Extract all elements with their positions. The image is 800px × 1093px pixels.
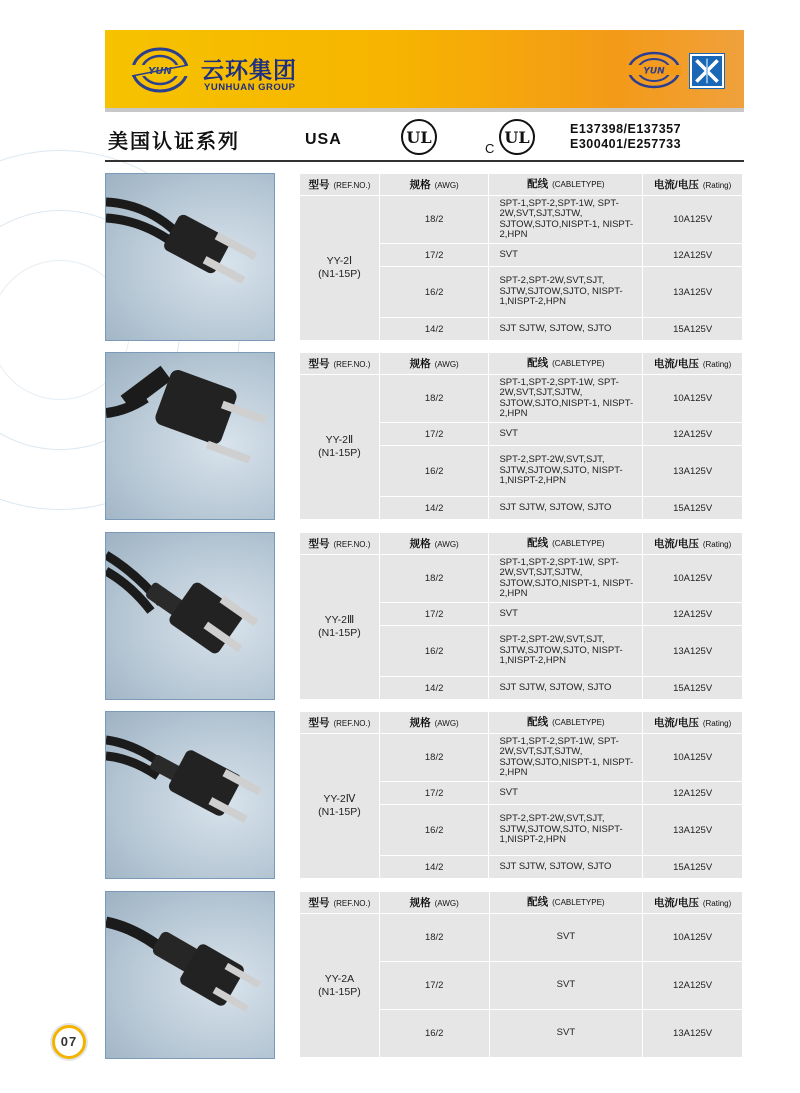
plug-image-icon	[106, 353, 275, 520]
table-row	[300, 196, 743, 244]
rating-cell: 13A125V	[643, 626, 743, 677]
awg-cell: 18/2	[379, 555, 489, 603]
spec-table	[299, 891, 743, 1058]
rating-cell: 10A125V	[643, 555, 743, 603]
header-ref: 型号 (REF.NO.)	[300, 353, 380, 375]
header-rating: 电流/电压 (Rating)	[643, 353, 743, 375]
plug-image-icon	[106, 892, 275, 1059]
cable-cell: SPT-2,SPT-2W,SVT,SJT, SJTW,SJTOW,SJTO, NISPT-1,NISPT-2,HPN	[489, 267, 643, 318]
rating-cell: 15A125V	[643, 677, 743, 700]
cable-cell: SVT	[489, 603, 643, 626]
header-ref: 型号 (REF.NO.)	[300, 533, 380, 555]
model-cell: YY-2Ⅲ (N1-15P)	[300, 555, 380, 700]
header-rating: 电流/电压 (Rating)	[643, 712, 743, 734]
title-rule	[105, 160, 744, 162]
table-row	[300, 555, 743, 603]
table-row	[300, 734, 743, 782]
svg-text:UL: UL	[504, 128, 530, 147]
header-cable: 配线 (CABLETYPE)	[489, 353, 643, 375]
product-photo	[105, 352, 275, 520]
cable-cell: SVT	[489, 423, 643, 446]
table-row	[300, 914, 743, 962]
header-rating: 电流/电压 (Rating)	[643, 892, 743, 914]
page-title-cn: 美国认证系列	[108, 129, 240, 153]
model-cell: YY-2A (N1-15P)	[300, 914, 380, 1058]
cable-cell: SJT SJTW, SJTOW, SJTO	[489, 677, 643, 700]
rating-cell: 10A125V	[643, 914, 743, 962]
cable-cell: SVT	[489, 1010, 643, 1058]
header-rating: 电流/电压 (Rating)	[643, 533, 743, 555]
plug-image-icon	[106, 533, 275, 700]
cross-logo-icon	[690, 54, 724, 88]
c-prefix: C	[485, 141, 495, 156]
awg-cell: 18/2	[379, 375, 489, 423]
certificate-line: E300401/E257733	[570, 137, 682, 151]
awg-cell: 14/2	[379, 318, 489, 341]
certificate-numbers	[570, 122, 681, 152]
awg-cell: 16/2	[379, 805, 489, 856]
product-photo	[105, 711, 275, 879]
cable-cell: SPT-2,SPT-2W,SVT,SJT, SJTW,SJTOW,SJTO, NISPT-1,NISPT-2,HPN	[489, 626, 643, 677]
cable-cell: SJT SJTW, SJTOW, SJTO	[489, 856, 643, 879]
banner-shadow	[105, 108, 744, 112]
rating-cell: 15A125V	[643, 318, 743, 341]
page-title-usa: USA	[305, 131, 342, 148]
cable-cell: SPT-2,SPT-2W,SVT,SJT, SJTW,SJTOW,SJTO, NISPT-1,NISPT-2,HPN	[489, 805, 643, 856]
rating-cell: 13A125V	[643, 1010, 743, 1058]
header-banner	[105, 30, 744, 112]
table-row	[300, 375, 743, 423]
awg-cell: 14/2	[379, 497, 489, 520]
awg-cell: 18/2	[379, 196, 489, 244]
rating-cell: 15A125V	[643, 856, 743, 879]
spec-table	[299, 173, 743, 341]
cul-mark-icon	[498, 118, 536, 156]
yun-emblem-icon	[626, 50, 682, 90]
awg-cell: 17/2	[379, 962, 489, 1010]
ul-mark-icon	[400, 118, 438, 156]
model-cell: YY-2Ⅰ (N1-15P)	[300, 196, 380, 341]
header-ref: 型号 (REF.NO.)	[300, 712, 380, 734]
header-ref: 型号 (REF.NO.)	[300, 892, 380, 914]
awg-cell: 18/2	[379, 734, 489, 782]
awg-cell: 14/2	[379, 856, 489, 879]
product-photo	[105, 891, 275, 1059]
spec-table	[299, 711, 743, 879]
cable-cell: SPT-2,SPT-2W,SVT,SJT, SJTW,SJTOW,SJTO, NISPT-1,NISPT-2,HPN	[489, 446, 643, 497]
table-header-row	[300, 174, 743, 196]
header-cable: 配线 (CABLETYPE)	[489, 174, 643, 196]
rating-cell: 12A125V	[643, 782, 743, 805]
rating-cell: 12A125V	[643, 603, 743, 626]
cable-cell: SPT-1,SPT-2,SPT-1W, SPT-2W,SVT,SJT,SJTW, SJTOW,SJTO,NISPT-1, NISPT-2,HPN	[489, 734, 643, 782]
rating-cell: 12A125V	[643, 244, 743, 267]
cable-cell: SVT	[489, 914, 643, 962]
header-awg: 规格 (AWG)	[379, 712, 489, 734]
rating-cell: 13A125V	[643, 805, 743, 856]
page-number: 07	[52, 1025, 86, 1059]
header-ref: 型号 (REF.NO.)	[300, 174, 380, 196]
header-awg: 规格 (AWG)	[379, 174, 489, 196]
table-header-row	[300, 533, 743, 555]
brand-name-en: YUNHUAN GROUP	[204, 82, 296, 93]
awg-cell: 16/2	[379, 446, 489, 497]
awg-cell: 17/2	[379, 423, 489, 446]
header-cable: 配线 (CABLETYPE)	[489, 892, 643, 914]
awg-cell: 17/2	[379, 782, 489, 805]
brand-name-cn: 云环集团	[201, 58, 297, 84]
spec-table	[299, 352, 743, 520]
rating-cell: 10A125V	[643, 196, 743, 244]
rating-cell: 12A125V	[643, 962, 743, 1010]
product-photo	[105, 173, 275, 341]
header-awg: 规格 (AWG)	[379, 533, 489, 555]
rating-cell: 10A125V	[643, 375, 743, 423]
header-awg: 规格 (AWG)	[379, 353, 489, 375]
rating-cell: 13A125V	[643, 267, 743, 318]
rating-cell: 13A125V	[643, 446, 743, 497]
plug-image-icon	[106, 174, 275, 341]
header-cable: 配线 (CABLETYPE)	[489, 533, 643, 555]
cable-cell: SJT SJTW, SJTOW, SJTO	[489, 318, 643, 341]
cable-cell: SVT	[489, 244, 643, 267]
awg-cell: 16/2	[379, 626, 489, 677]
cable-cell: SVT	[489, 962, 643, 1010]
awg-cell: 16/2	[379, 1010, 489, 1058]
table-header-row	[300, 353, 743, 375]
yun-emblem-icon	[130, 46, 190, 94]
awg-cell: 16/2	[379, 267, 489, 318]
header-awg: 规格 (AWG)	[379, 892, 489, 914]
awg-cell: 17/2	[379, 244, 489, 267]
rating-cell: 15A125V	[643, 497, 743, 520]
header-cable: 配线 (CABLETYPE)	[489, 712, 643, 734]
awg-cell: 17/2	[379, 603, 489, 626]
plug-image-icon	[106, 712, 275, 879]
certificate-line: E137398/E137357	[570, 122, 682, 136]
svg-text:YUN: YUN	[148, 66, 172, 77]
cable-cell: SPT-1,SPT-2,SPT-1W, SPT-2W,SVT,SJT,SJTW, SJTOW,SJTO,NISPT-1, NISPT-2,HPN	[489, 555, 643, 603]
awg-cell: 14/2	[379, 677, 489, 700]
table-header-row	[300, 712, 743, 734]
cable-cell: SPT-1,SPT-2,SPT-1W, SPT-2W,SVT,SJT,SJTW, SJTOW,SJTO,NISPT-1, NISPT-2,HPN	[489, 196, 643, 244]
cable-cell: SPT-1,SPT-2,SPT-1W, SPT-2W,SVT,SJT,SJTW, SJTOW,SJTO,NISPT-1, NISPT-2,HPN	[489, 375, 643, 423]
svg-text:UL: UL	[406, 128, 432, 147]
model-cell: YY-2Ⅳ (N1-15P)	[300, 734, 380, 879]
cable-cell: SVT	[489, 782, 643, 805]
cable-cell: SJT SJTW, SJTOW, SJTO	[489, 497, 643, 520]
rating-cell: 10A125V	[643, 734, 743, 782]
spec-table	[299, 532, 743, 700]
header-rating: 电流/电压 (Rating)	[643, 174, 743, 196]
rating-cell: 12A125V	[643, 423, 743, 446]
table-header-row	[300, 892, 743, 914]
model-cell: YY-2Ⅱ (N1-15P)	[300, 375, 380, 520]
product-photo	[105, 532, 275, 700]
awg-cell: 18/2	[379, 914, 489, 962]
svg-text:YUN: YUN	[643, 66, 665, 77]
